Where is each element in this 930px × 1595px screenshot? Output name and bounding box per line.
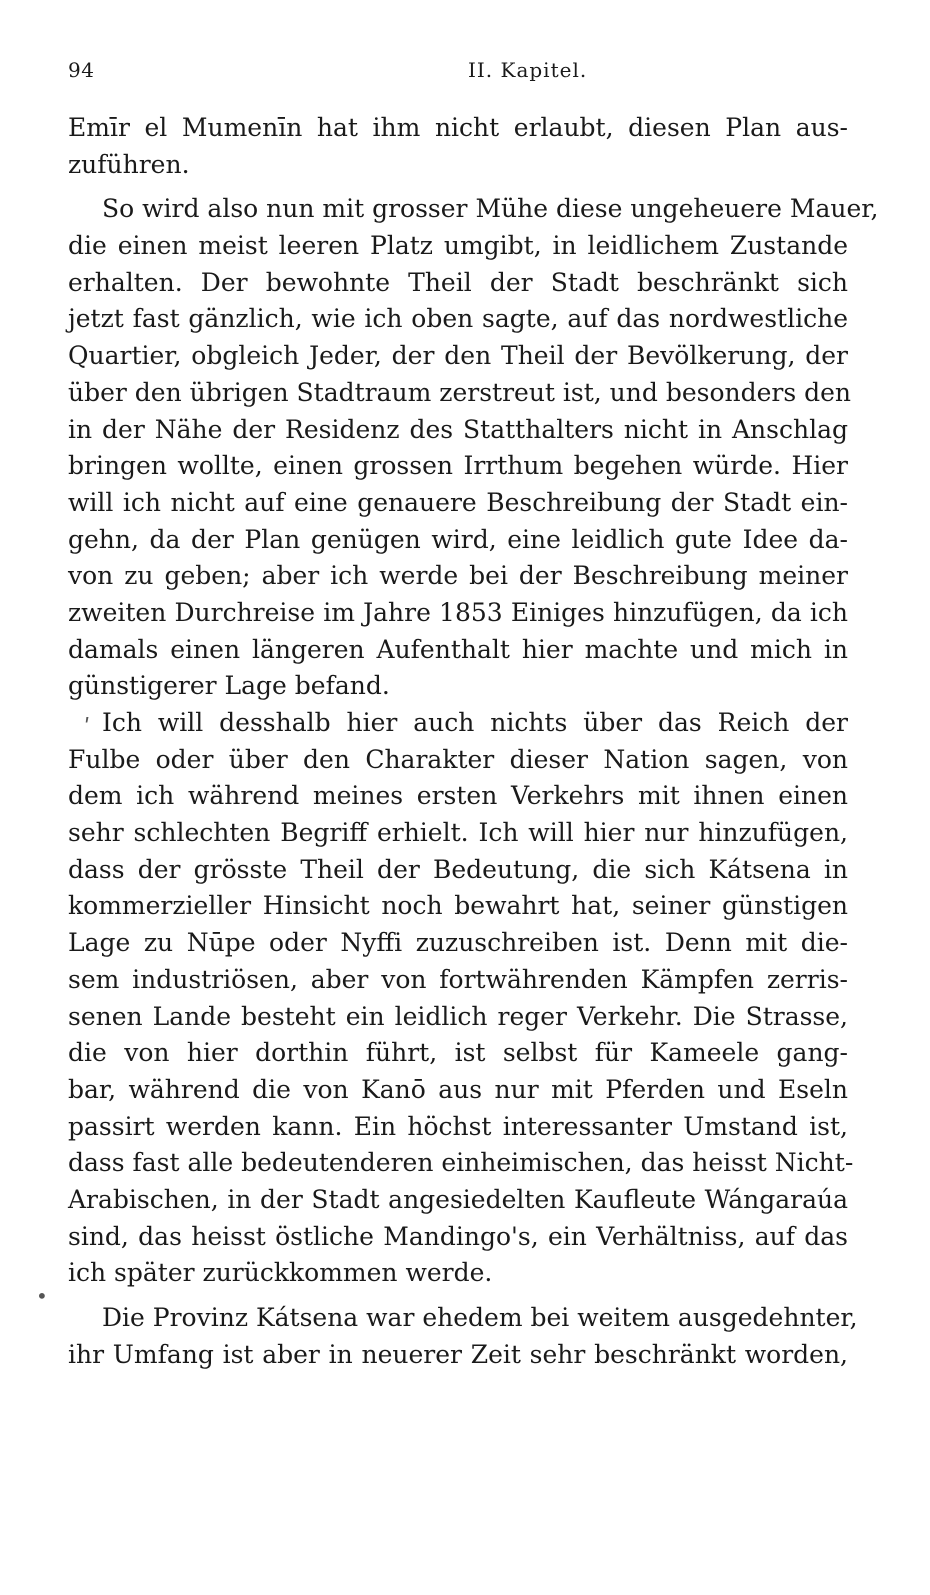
page-header [68,58,850,88]
text-line: jetzt fast gänzlich, wie ich oben sagte, auf das nordwestliche [68,304,848,334]
text-line: senen Lande besteht ein leidlich reger Verkehr. Die Strasse, [68,1001,848,1031]
text-line: Emīr el Mumenīn hat ihm nicht erlaubt, diesen Plan aus- [68,113,848,142]
text-line: zuführen. [68,149,190,179]
text-line: dass fast alle bedeutenderen einheimischen, das heisst Nicht- [68,1148,854,1178]
body-text [68,110,879,1373]
text-line: damals einen längeren Aufenthalt hier machte und mich in [68,634,848,664]
text-line: So wird also nun mit grosser Mühe diese ungeheuere Mauer, [102,194,879,224]
text-line: Arabischen, in der Stadt angesiedelten Kaufleute Wángaraúa [68,1184,848,1214]
text-line: kommerzieller Hinsicht noch bewahrt hat, seiner günstigen [68,891,848,921]
text-line: Ich will desshalb hier auch nichts über das Reich der [102,708,848,737]
text-line: Die Provinz Kátsena war ehedem bei weitem ausgedehnter, [102,1303,858,1332]
page-number: 94 [68,58,95,82]
text-line: die einen meist leeren Platz umgibt, in leidlichem Zustande [68,231,848,261]
text-line: bar, während die von Kanō aus nur mit Pferden und Eseln [68,1074,848,1104]
text-line: in der Nähe der Residenz des Statthalters nicht in Anschlag [68,414,848,444]
text-line: bringen wollte, einen grossen Irrthum begehen würde. Hier [68,451,848,481]
text-line: die von hier dorthin führt, ist selbst für Kameele gang- [68,1038,848,1068]
text-line: erhalten. Der bewohnte Theil der Stadt beschränkt sich [68,267,848,297]
text-line: dem ich während meines ersten Verkehrs mit ihnen einen [68,781,848,811]
text-line: zweiten Durchreise im Jahre 1853 Einiges hinzufügen, da ich [68,597,848,627]
text-line: ihr Umfang ist aber in neuerer Zeit sehr beschränkt worden, [68,1339,848,1369]
text-line: von zu geben; aber ich werde bei der Beschreibung meiner [68,561,848,591]
text-line: sehr schlechten Begriff erhielt. Ich will hier nur hinzufügen, [68,818,848,848]
paragraph [68,705,854,1292]
text-line: ich später zurückkommen werde. [68,1258,493,1288]
text-line: günstigerer Lage befand. [68,671,390,701]
paragraph [68,110,848,183]
text-line: passirt werden kann. Ein höchst interessanter Umstand ist, [68,1111,848,1141]
text-line: Quartier, obgleich Jeder, der den Theil der Bevölkerung, der [68,341,848,371]
margin-dot-mark: • [36,1284,48,1308]
text-line: gehn, da der Plan genügen wird, eine leidlich gute Idee da- [68,524,848,554]
margin-tick-mark: ʹ [84,716,91,741]
text-line: sem industriösen, aber von fortwährenden Kämpfen zerris- [68,964,848,994]
running-head: II. Kapitel. [468,58,588,82]
text-line: Lage zu Nūpe oder Nyffi zuzuschreiben ist. Denn mit die- [68,928,848,958]
text-line: will ich nicht auf eine genauere Beschreibung der Stadt ein- [68,487,848,517]
paragraph [68,191,879,705]
text-line: dass der grösste Theil der Bedeutung, die sich Kátsena in [68,854,848,884]
text-line: Fulbe oder über den Charakter dieser Nation sagen, von [68,744,848,774]
text-line: über den übrigen Stadtraum zerstreut ist, und besonders den [68,377,852,407]
text-line: sind, das heisst östliche Mandingo's, ein Verhältniss, auf das [68,1221,848,1251]
paragraph [68,1300,858,1373]
